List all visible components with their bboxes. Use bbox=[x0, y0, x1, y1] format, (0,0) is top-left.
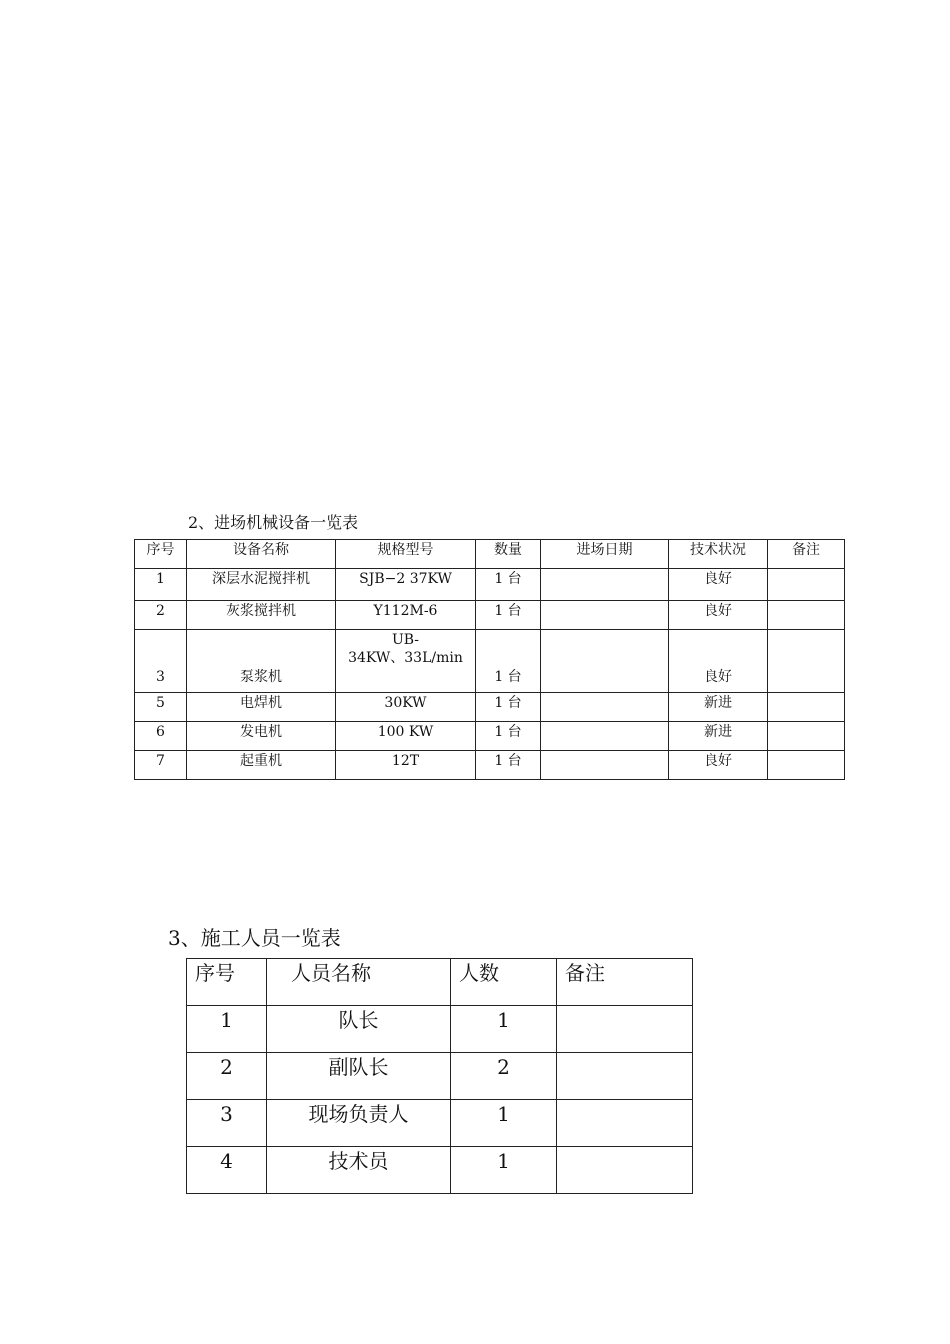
table-row bbox=[187, 1147, 693, 1194]
cell-status: 良好 bbox=[669, 601, 768, 630]
table-header-row bbox=[187, 959, 693, 1006]
cell-model: 30KW bbox=[336, 693, 476, 722]
cell-model-line: 34KW、33L/min bbox=[348, 650, 463, 666]
cell-count: 1 bbox=[451, 1147, 557, 1194]
cell-no: 5 bbox=[135, 693, 187, 722]
cell-no: 3 bbox=[187, 1100, 267, 1147]
cell-model: 100 KW bbox=[336, 722, 476, 751]
cell-count: 1 bbox=[451, 1006, 557, 1053]
cell-model: Y112M-6 bbox=[336, 601, 476, 630]
cell-model: SJB−2 37KW bbox=[336, 569, 476, 601]
header-cell: 技术状况 bbox=[669, 540, 768, 569]
cell-no: 6 bbox=[135, 722, 187, 751]
cell-qty: 1 台 bbox=[476, 722, 541, 751]
cell-note bbox=[768, 601, 845, 630]
cell-no: 3 bbox=[135, 630, 187, 693]
cell-note bbox=[768, 630, 845, 693]
cell-note bbox=[768, 693, 845, 722]
cell-date bbox=[541, 601, 669, 630]
header-cell: 序号 bbox=[135, 540, 187, 569]
header-cell: 进场日期 bbox=[541, 540, 669, 569]
equipment-table-caption: 2、进场机械设备一览表 bbox=[188, 513, 359, 532]
cell-note bbox=[557, 1053, 693, 1100]
cell-date bbox=[541, 693, 669, 722]
equipment-table bbox=[134, 539, 845, 780]
table-row bbox=[135, 693, 845, 722]
cell-no: 1 bbox=[135, 569, 187, 601]
header-cell: 数量 bbox=[476, 540, 541, 569]
personnel-table bbox=[186, 958, 693, 1194]
cell-date bbox=[541, 569, 669, 601]
cell-name: 技术员 bbox=[267, 1147, 451, 1194]
header-cell: 人员名称 bbox=[267, 959, 451, 1006]
cell-model: 12T bbox=[336, 751, 476, 780]
table-row bbox=[187, 1100, 693, 1147]
cell-status: 良好 bbox=[669, 751, 768, 780]
header-cell: 设备名称 bbox=[187, 540, 336, 569]
header-cell: 备注 bbox=[768, 540, 845, 569]
header-cell: 序号 bbox=[187, 959, 267, 1006]
table-row bbox=[187, 1006, 693, 1053]
table-row bbox=[135, 569, 845, 601]
cell-qty: 1 台 bbox=[476, 601, 541, 630]
cell-name: 发电机 bbox=[187, 722, 336, 751]
cell-qty: 1 台 bbox=[476, 569, 541, 601]
cell-date bbox=[541, 722, 669, 751]
cell-note bbox=[768, 569, 845, 601]
header-cell: 人数 bbox=[451, 959, 557, 1006]
cell-name: 队长 bbox=[267, 1006, 451, 1053]
cell-name: 灰浆搅拌机 bbox=[187, 601, 336, 630]
cell-status: 良好 bbox=[669, 569, 768, 601]
cell-name: 电焊机 bbox=[187, 693, 336, 722]
cell-no: 1 bbox=[187, 1006, 267, 1053]
cell-no: 4 bbox=[187, 1147, 267, 1194]
cell-note bbox=[768, 751, 845, 780]
cell-count: 1 bbox=[451, 1100, 557, 1147]
table-row bbox=[135, 751, 845, 780]
table-row bbox=[135, 722, 845, 751]
cell-date bbox=[541, 751, 669, 780]
header-cell: 备注 bbox=[557, 959, 693, 1006]
cell-model-line: UB- bbox=[391, 632, 420, 648]
cell-name: 泵浆机 bbox=[187, 630, 336, 693]
cell-model bbox=[336, 630, 476, 693]
cell-status: 良好 bbox=[669, 630, 768, 693]
cell-note bbox=[557, 1006, 693, 1053]
cell-name: 起重机 bbox=[187, 751, 336, 780]
cell-status: 新进 bbox=[669, 722, 768, 751]
cell-qty: 1 台 bbox=[476, 751, 541, 780]
cell-note bbox=[557, 1147, 693, 1194]
cell-qty: 1 台 bbox=[476, 693, 541, 722]
table-row bbox=[187, 1053, 693, 1100]
table-row bbox=[135, 601, 845, 630]
cell-status: 新进 bbox=[669, 693, 768, 722]
header-cell: 规格型号 bbox=[336, 540, 476, 569]
cell-name: 副队长 bbox=[267, 1053, 451, 1100]
cell-no: 7 bbox=[135, 751, 187, 780]
cell-date bbox=[541, 630, 669, 693]
table-row bbox=[135, 630, 845, 693]
cell-name: 现场负责人 bbox=[267, 1100, 451, 1147]
cell-note bbox=[557, 1100, 693, 1147]
cell-no: 2 bbox=[135, 601, 187, 630]
personnel-table-caption: 3、施工人员一览表 bbox=[168, 926, 341, 950]
cell-no: 2 bbox=[187, 1053, 267, 1100]
cell-note bbox=[768, 722, 845, 751]
cell-qty: 1 台 bbox=[476, 630, 541, 693]
cell-count: 2 bbox=[451, 1053, 557, 1100]
cell-name: 深层水泥搅拌机 bbox=[187, 569, 336, 601]
table-header-row bbox=[135, 540, 845, 569]
